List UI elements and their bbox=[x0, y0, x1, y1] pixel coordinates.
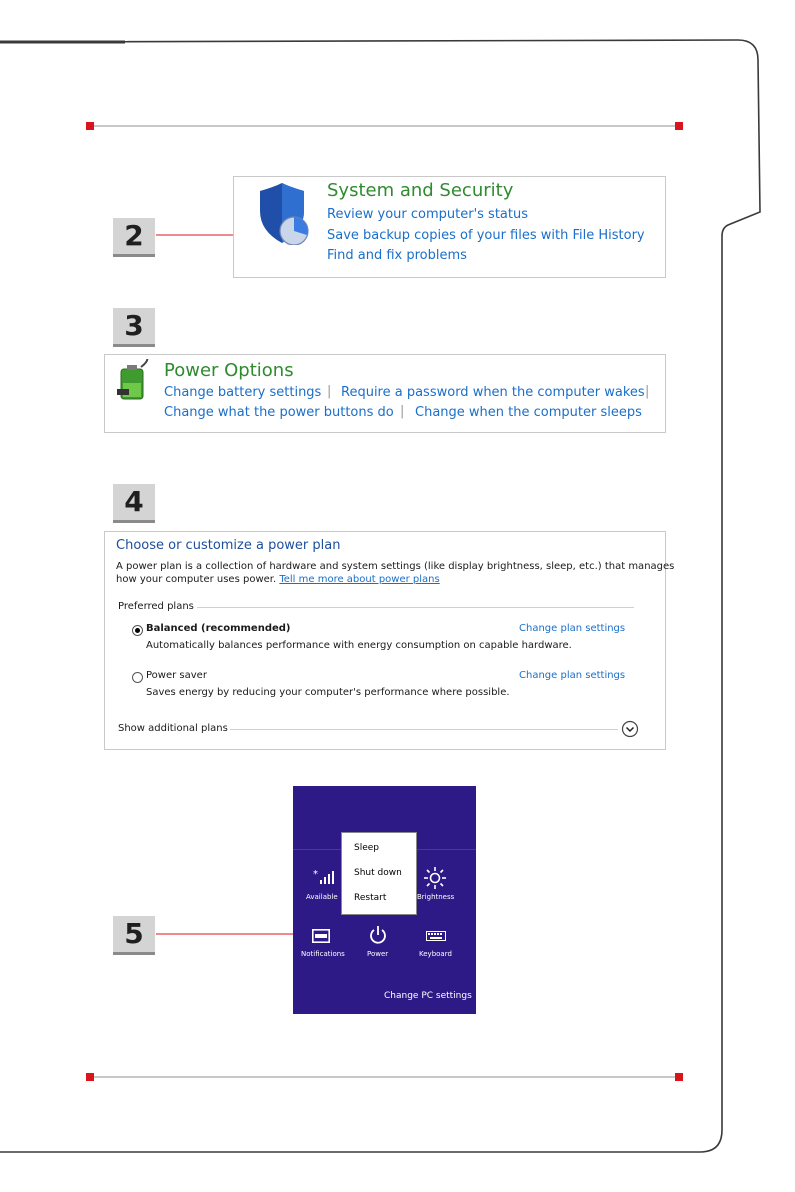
sleep-menu-item[interactable]: Sleep bbox=[354, 843, 380, 853]
notifications-icon[interactable] bbox=[312, 929, 330, 943]
balanced-radio[interactable] bbox=[132, 625, 143, 636]
step-2-badge: 2 bbox=[113, 218, 155, 257]
power-plan-description-2: how your computer uses power. Tell me more about power plans bbox=[116, 574, 440, 585]
keyboard-label: Keyboard bbox=[419, 950, 452, 958]
divider bbox=[197, 607, 634, 608]
separator: | bbox=[645, 384, 650, 399]
step-4-badge: 4 bbox=[113, 484, 155, 523]
system-security-title[interactable]: System and Security bbox=[327, 180, 514, 201]
find-fix-problems-link[interactable]: Find and fix problems bbox=[327, 248, 467, 263]
file-history-link[interactable]: Save backup copies of your files with File History bbox=[327, 228, 645, 243]
separator: | bbox=[327, 384, 332, 399]
tell-me-more-link[interactable]: Tell me more about power plans bbox=[279, 574, 440, 585]
power-saver-plan-desc: Saves energy by reducing your computer's performance where possible. bbox=[146, 687, 510, 698]
available-label: Available bbox=[306, 893, 338, 901]
change-power-buttons-link[interactable]: Change what the power buttons do bbox=[164, 405, 394, 420]
divider bbox=[230, 729, 618, 730]
power-menu bbox=[341, 832, 417, 915]
preferred-plans-label: Preferred plans bbox=[118, 601, 194, 612]
change-battery-settings-link[interactable]: Change battery settings bbox=[164, 385, 322, 400]
change-pc-settings-link[interactable]: Change PC settings bbox=[384, 991, 472, 1001]
network-signal-icon[interactable] bbox=[313, 868, 335, 886]
restart-menu-item[interactable]: Restart bbox=[354, 893, 387, 903]
chevron-down-icon[interactable] bbox=[621, 720, 639, 738]
change-sleep-link[interactable]: Change when the computer sleeps bbox=[415, 405, 642, 420]
power-label: Power bbox=[367, 950, 389, 958]
power-saver-change-settings-link[interactable]: Change plan settings bbox=[519, 670, 626, 681]
system-security-panel bbox=[233, 176, 666, 278]
power-icon[interactable] bbox=[369, 925, 387, 945]
keyboard-icon[interactable] bbox=[426, 931, 446, 941]
shut-down-menu-item[interactable]: Shut down bbox=[354, 868, 402, 878]
step-5-badge: 5 bbox=[113, 916, 155, 955]
brightness-icon[interactable] bbox=[424, 867, 446, 889]
shield-icon bbox=[252, 183, 312, 245]
notifications-label: Notifications bbox=[301, 950, 345, 958]
show-additional-plans-label[interactable]: Show additional plans bbox=[118, 723, 228, 734]
brightness-label: Brightness bbox=[417, 893, 455, 901]
power-plan-description: A power plan is a collection of hardware and system settings (like display brightness, sleep, etc.) that manages bbox=[116, 561, 675, 572]
balanced-change-settings-link[interactable]: Change plan settings bbox=[519, 623, 626, 634]
review-status-link[interactable]: Review your computer's status bbox=[327, 207, 528, 222]
require-password-link[interactable]: Require a password when the computer wakes bbox=[341, 385, 645, 400]
power-options-title[interactable]: Power Options bbox=[164, 360, 294, 381]
balanced-plan-desc: Automatically balances performance with energy consumption on capable hardware. bbox=[146, 640, 572, 651]
separator: | bbox=[400, 404, 405, 419]
balanced-plan-name[interactable]: Balanced (recommended) bbox=[146, 623, 291, 634]
power-plan-panel bbox=[104, 531, 675, 750]
battery-plug-icon bbox=[113, 359, 153, 403]
power-saver-plan-name[interactable]: Power saver bbox=[146, 670, 207, 681]
power-saver-radio[interactable] bbox=[132, 672, 143, 683]
power-plan-title: Choose or customize a power plan bbox=[116, 538, 341, 553]
step-3-badge: 3 bbox=[113, 308, 155, 347]
svg-text:*: * bbox=[313, 869, 318, 880]
power-options-panel bbox=[104, 354, 666, 433]
